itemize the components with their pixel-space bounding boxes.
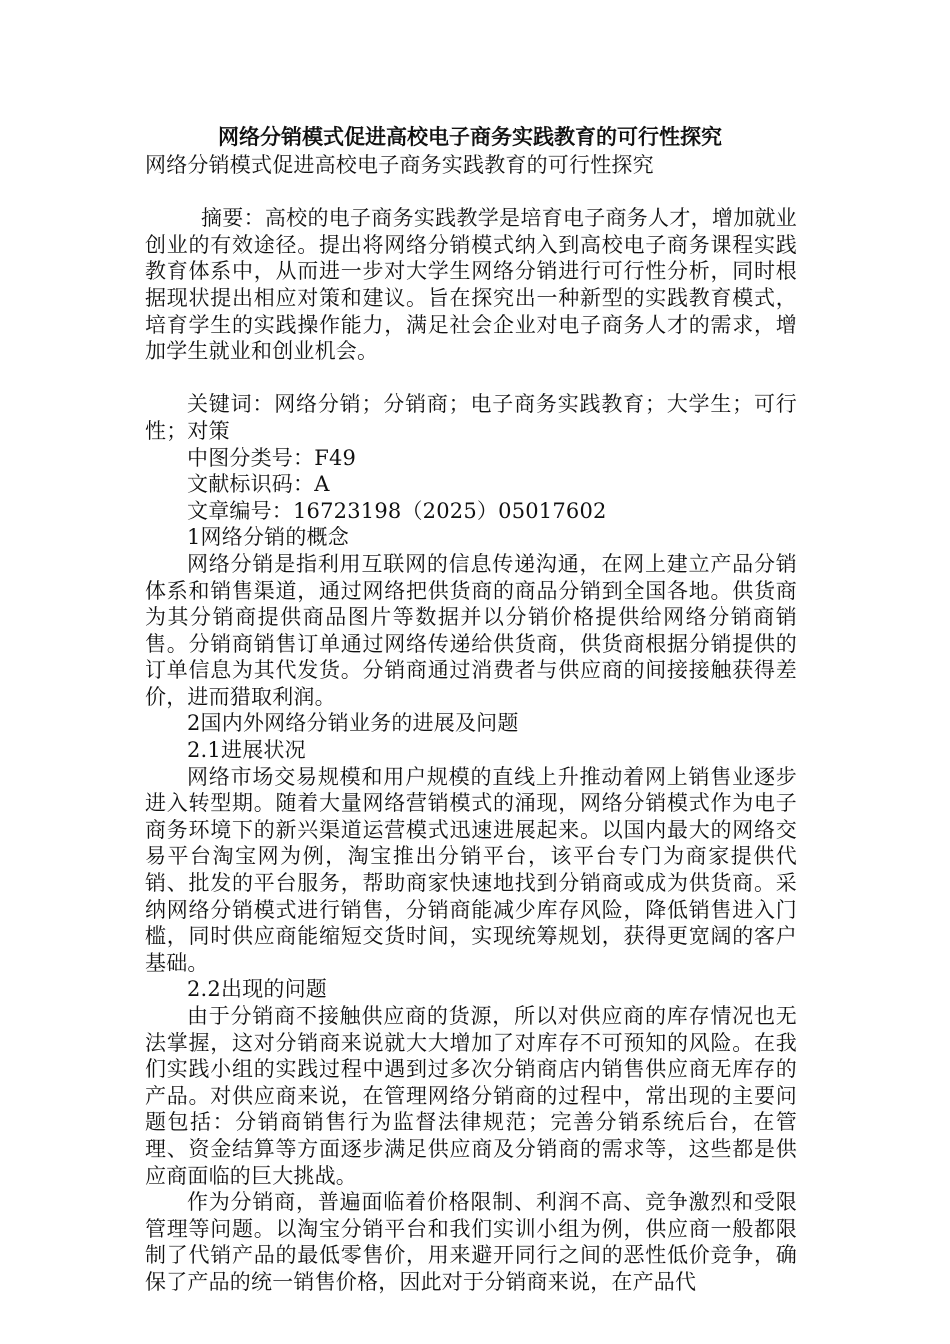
keywords-line: 关键词：网络分销；分销商；电子商务实践教育；大学生；可行性；对策 <box>145 392 797 443</box>
abstract-paragraph: 摘要：高校的电子商务实践教学是培育电子商务人才，增加就业创业的有效途径。提出将网络分销模式纳入到高校电子商务课程实践教育体系中，从而进一步对大学生网络分销进行可行性分析，同时根据现状提出相应对策和建议。旨在探究出一种新型的实践教育模式，培育学生的实践操作能力，满足社会企业对电子商务人才的需求，增加学生就业和创业机会。 <box>145 206 797 364</box>
paragraph-progress: 网络市场交易规模和用户规模的直线上升推动着网上销售业逐步进入转型期。随着大量网络营销模式的涌现，网络分销模式作为电子商务环境下的新兴渠道运营模式迅速进展起来。以国内最大的网络交易平台淘宝网为例，淘宝推出分销平台，该平台专门为商家提供代销、批发的平台服务，帮助商家快速地找到分销商或成为供货商。采纳网络分销模式进行销售，分销商能减少库存风险，降低销售进入门槛，同时供应商能缩短交货时间，实现统筹规划，获得更宽阔的客户基础。 <box>145 764 797 975</box>
section-heading-1: 1网络分销的概念 <box>187 525 349 550</box>
document-code: 文献标识码：A <box>187 472 330 497</box>
subsection-heading-2-1: 2.1进展状况 <box>187 738 306 763</box>
paragraph-distributor: 作为分销商，普遍面临着价格限制、利润不高、竞争激烈和受限管理等问题。以淘宝分销平台和我们实训小组为例，供应商一般都限制了代销产品的最低零售价，用来避开同行之间的恶性低价竞争，确保了产品的统一销售价格，因此对于分销商来说，在产品代 <box>145 1190 797 1294</box>
clc-number: 中图分类号：F49 <box>187 445 357 470</box>
document-body <box>145 152 797 1296</box>
blank-line <box>145 365 797 392</box>
article-number: 文章编号：16723198（2025）05017602 <box>187 498 607 523</box>
document-title: 网络分销模式促进高校电子商务实践教育的可行性探究 <box>218 125 722 149</box>
paragraph-concept: 网络分销是指利用互联网的信息传递沟通，在网上建立产品分销体系和销售渠道，通过网络把供货商的商品分销到全国各地。供货商为其分销商提供商品图片等数据并以分销价格提供给网络分销商销售。分销商销售订单通过网络传递给供货商，供货商根据分销提供的订单信息为其代发货。分销商通过消费者与供应商的间接接触获得差价，进而猎取利润。 <box>145 551 797 709</box>
subsection-heading-2-2: 2.2出现的问题 <box>187 977 327 1002</box>
section-heading-2: 2国内外网络分销业务的进展及问题 <box>187 711 519 736</box>
document-subtitle: 网络分销模式促进高校电子商务实践教育的可行性探究 <box>145 153 654 177</box>
paragraph-problems: 由于分销商不接触供应商的货源，所以对供应商的库存情况也无法掌握，这对分销商来说就大大增加了对库存不可预知的风险。在我们实践小组的实践过程中遇到过多次分销商店内销售供应商无库存的产品。对供应商来说，在管理网络分销商的过程中，常出现的主要问题包括：分销商销售行为监督法律规范；完善分销系统后台，在管理、资金结算等方面逐步满足供应商及分销商的需求等，这些都是供应商面临的巨大挑战。 <box>145 1004 797 1188</box>
blank-line <box>145 179 797 206</box>
